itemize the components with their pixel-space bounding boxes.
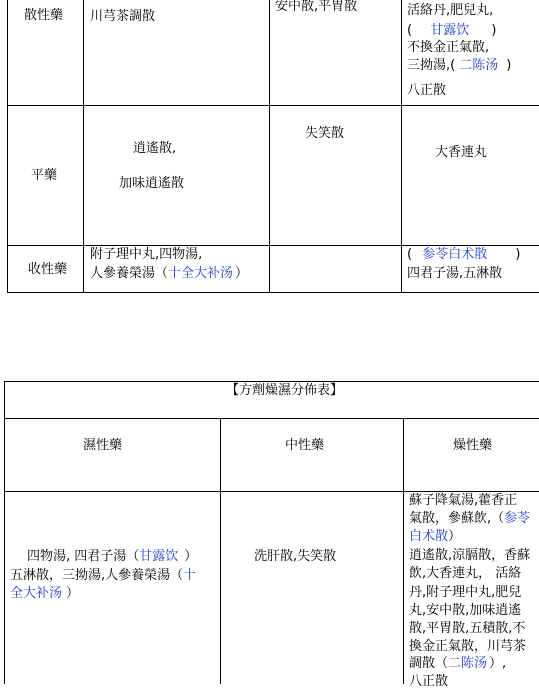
cell-text: 大香連丸 — [435, 145, 488, 160]
cell-line — [409, 528, 461, 546]
formula-link-ganlu[interactable]: 甘露饮 — [430, 23, 470, 38]
paren-open: ( — [407, 247, 413, 262]
cell-line — [409, 510, 530, 528]
cell-line: 蘇子降氣湯,藿香正 — [409, 493, 518, 508]
formula-link-shiquan[interactable]: 全大补汤 — [10, 586, 63, 601]
paren-close: ） — [235, 266, 249, 281]
paren-close: ) — [515, 247, 521, 262]
paren-close: ） — [448, 529, 462, 544]
paren-close: ) — [491, 23, 497, 38]
cell-line: 活絡丹,肥兒丸, — [407, 3, 494, 18]
paren-close: ） — [66, 586, 80, 601]
cell-text: 氣散，參蘇飲,（ — [409, 511, 505, 526]
cell-text: 人參養榮湯（ — [90, 266, 169, 281]
cell-line: 丹,附子理中丸,肥兒 — [409, 585, 522, 600]
formula-link-shenling[interactable]: 参苓 — [504, 511, 531, 526]
paren-open: ( — [407, 23, 413, 38]
table1-border — [7, 105, 539, 106]
cell-text: 加味逍遙散 — [119, 176, 185, 191]
table1-border — [7, 292, 539, 293]
cell-line: 飲,大香連丸， 活絡 — [409, 566, 522, 581]
cell-line: 換金正氣散，川芎茶 — [409, 639, 527, 654]
table1-border — [7, 0, 8, 293]
cell-line — [407, 22, 496, 40]
column-header-neutral: 中性藥 — [285, 438, 325, 453]
paren-close: ）, — [489, 656, 507, 671]
formula-link-ganlu[interactable]: 甘露饮 — [139, 549, 179, 564]
cell-text: 五淋散，三拗湯,人參養榮湯（ — [10, 568, 184, 583]
cell-text: 調散（ — [409, 656, 449, 671]
formula-link-shiquan[interactable]: 十 — [183, 568, 197, 583]
row-label-scatter: 散性藥 — [24, 8, 64, 23]
table1-border — [269, 0, 270, 293]
cell-line — [10, 567, 196, 585]
cell-line — [10, 585, 79, 603]
cell-text: 四物湯, 四君子湯（ — [27, 549, 140, 564]
table2-border — [4, 418, 539, 419]
cell-text: 失笑散 — [305, 126, 345, 141]
row-label-neutral: 平藥 — [31, 168, 58, 183]
table2-border — [220, 418, 221, 684]
cell-text: 逍遙散, — [133, 141, 177, 156]
formula-link-erchen[interactable]: 二陈汤 — [459, 58, 499, 73]
cell-line — [27, 548, 197, 566]
cell-text: 三拗湯,( — [407, 58, 456, 73]
table-title: 【方劑燥濕分佈表】 — [226, 383, 344, 398]
column-header-dry: 燥性藥 — [453, 438, 493, 453]
cell-text: 安中散,平胃散 — [275, 0, 358, 14]
cell-line: 逍遙散,涼膈散，香蘇 — [409, 548, 531, 563]
cell-line — [407, 246, 520, 264]
formula-link-shiquan[interactable]: 十全大补汤 — [168, 266, 234, 281]
cell-line: 不換金正氣散, — [407, 40, 490, 55]
cell-line — [90, 265, 248, 283]
cell-line — [407, 57, 511, 75]
cell-formula-list — [407, 2, 493, 20]
table1-border — [401, 0, 402, 293]
table1-border — [83, 0, 84, 293]
cell-line: 八正散 — [409, 674, 449, 689]
table2-border — [403, 418, 404, 684]
cell-line: 散,平胃散,五積散,不 — [409, 621, 526, 636]
paren-close: ) — [506, 58, 512, 73]
formula-link-shenling[interactable]: 白术散 — [409, 529, 449, 544]
row-label-astringent: 收性藥 — [28, 262, 68, 277]
formula-link-erchen[interactable]: 二陈汤 — [448, 656, 488, 671]
cell-line — [409, 655, 506, 673]
cell-line: 附子理中丸,四物湯, — [90, 247, 203, 262]
table2-border — [4, 381, 5, 684]
cell-line: 八正散 — [407, 83, 447, 98]
cell-text: 洗肝散,失笑散 — [254, 549, 337, 564]
column-header-wet: 濕性藥 — [83, 438, 123, 453]
cell-text: 川芎茶調散 — [90, 9, 156, 24]
formula-link-shenling[interactable]: 参苓白术散 — [422, 247, 488, 262]
cell-line: 四君子湯,五淋散 — [407, 266, 503, 281]
cell-line: 丸,安中散,加味逍遙 — [409, 603, 522, 618]
paren-close: ） — [184, 549, 198, 564]
